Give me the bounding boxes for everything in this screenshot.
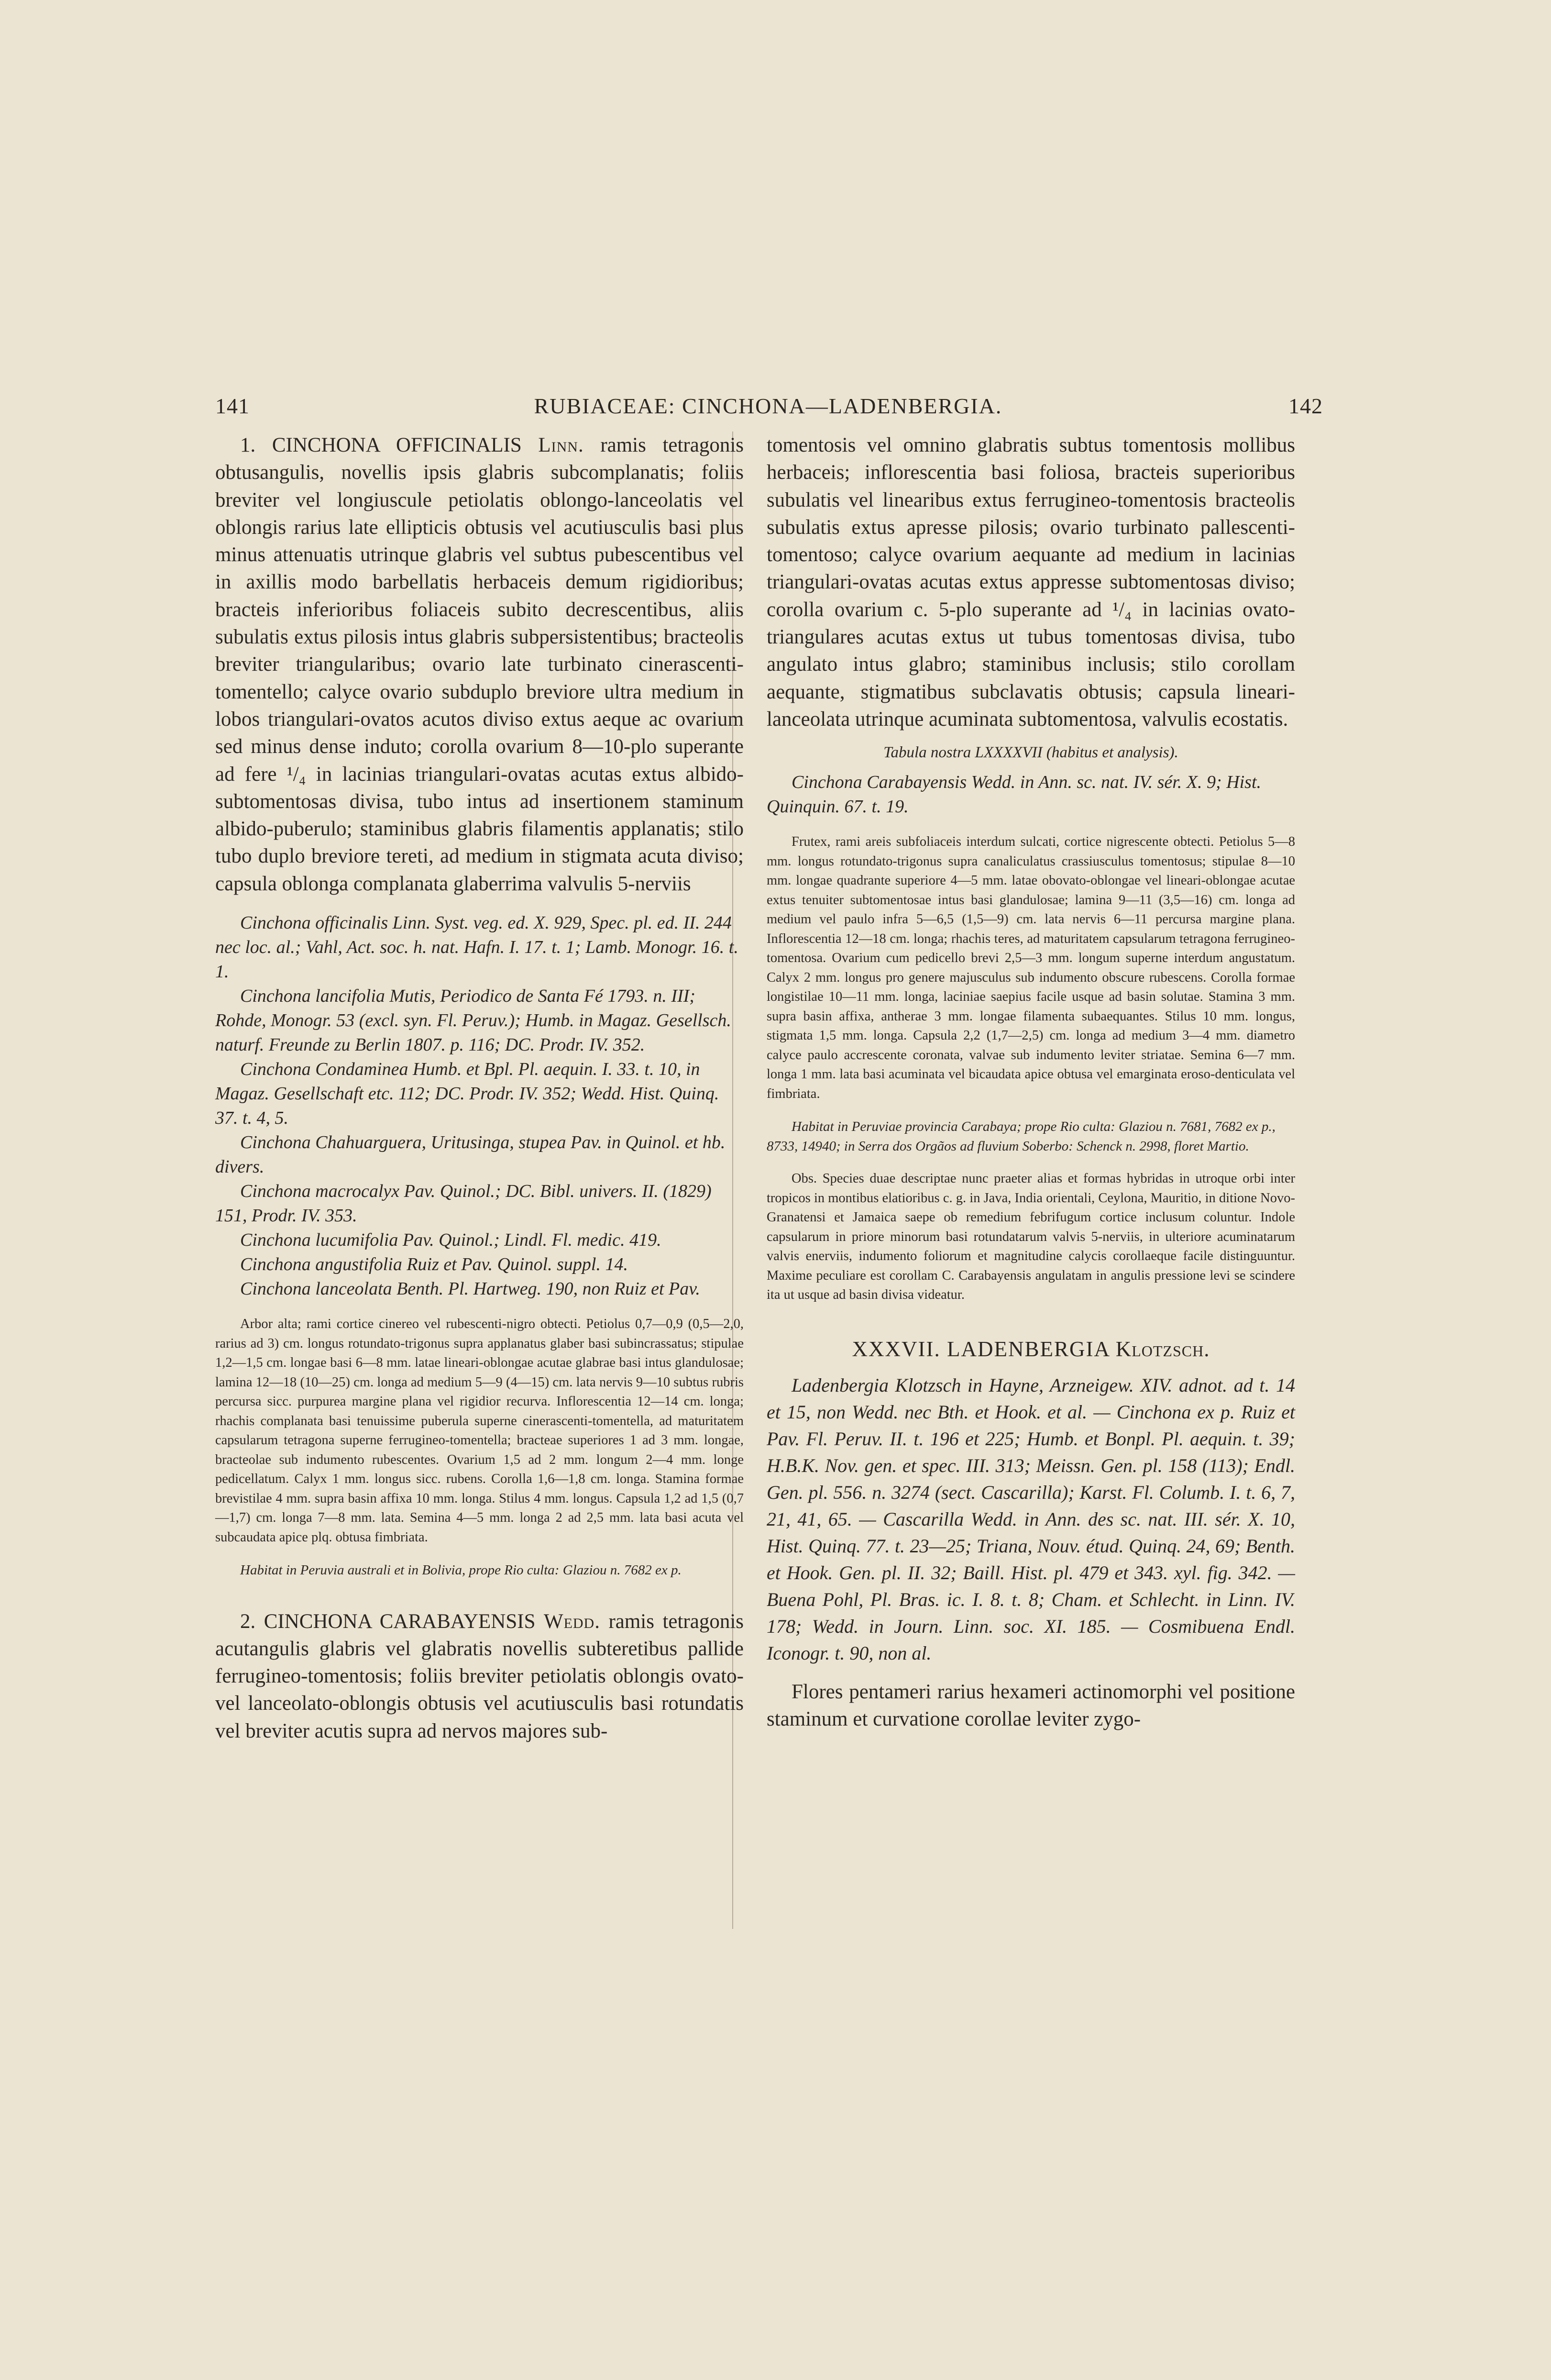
species-2-morphology: Frutex, rami areis subfoliaceis interdum sulcati, cortice nigrescente obtecti. Petiolus 5—8 mm. longus rotundato-trigonus supra canaliculatus crassiusculus tomentosus; stipulae 8—10 mm. longae quadrante superiore 4—5 mm. latae obovato-oblongae vel lineari-oblongae acutae extus tenuiter subtomentosae intus basi glandulosae; lamina 9—11 (3,5—16) cm. longa ad medium vel paulo infra 5—6,5 (1,5—9) cm. lata nervis 6—11 percursa margine plana. Inflorescentia 12—18 cm. longa; rhachis teres, ad maturitatem capsularum tetragona ferrugineo-tomentosa. Ovarium cum pedicello brevi 2,5—3 mm. longum superne interdum angustatum. Calyx 2 mm. longus pro genere majusculus sub indumento obscure rubescens. Corolla formae longistilae 10—11 mm. longa, laciniae saepius facile usque ad basin solutae. Stamina 3 mm. supra basin affixa, antherae 3 mm. longae filamenta subaequantes. Stilus 10 mm. longus, stigmata 1,5 mm. longa. Capsula 2,2 (1,7—2,5) cm. longa ad medium 3—4 mm. diametro calyce paulo accrescente coronata, valvae sub indumento leviter striatae. Semina 6—7 mm. longa 1 mm. lata basi acuminata vel bicaudata apice obtusa vel emarginata eroso-denticulata vel fimbriata.: [767, 834, 1295, 1101]
species-1-synonymy: [215, 911, 744, 1301]
spacer: [767, 733, 1295, 742]
synonym-entry: Cinchona Condaminea Humb. et Bpl. Pl. aequin. I. 33. t. 10, in Magaz. Gesellschaft etc. 112; DC. Prodr. IV. 352; Wedd. Hist. Quinq. 37. t. 4, 5.: [215, 1059, 719, 1129]
genus-title: XXXVII. LADENBERGIA: [852, 1337, 1110, 1361]
spacer: [767, 1156, 1295, 1169]
species-1-author: Linn.: [538, 434, 584, 456]
genus-synonymy: Ladenbergia Klotzsch in Hayne, Arzneigew. XIV. adnot. ad t. 14 et 15, non Wedd. nec Bth. et Hook. et al. — Cinchona ex p. Ruiz et Pav. Fl. Peruv. II. t. 196 et 225; Humb. et Bonpl. Pl. aequin. t. 39; H.B.K. Nov. gen. et spec. III. 313; Meissn. Gen. pl. 158 (113); Endl. Gen. pl. 556. n. 3274 (sect. Cascarilla); Karst. Fl. Columb. I. t. 6, 7, 21, 41, 65. — Cascarilla Wedd. in Ann. des sc. nat. III. sér. X. 10, Hist. Quinq. 77. t. 23—25; Triana, Nouv. étud. Quinq. 24, 69; Benth. et Hook. Gen. pl. II. 32; Baill. Hist. pl. 479 et 343. xyl. fig. 342. — Buena Pohl, Pl. Bras. ic. I. 8. t. 8; Cham. et Schlecht. in Linn. IV. 178; Wedd. in Journ. Linn. soc. XI. 185. — Cosmibuena Endl. Iconogr. t. 90, non al.: [767, 1374, 1295, 1664]
species-1-description: ramis tetragonis obtusangulis, novellis ipsis glabris subcomplanatis; foliis breviter vel longiuscule petiolatis oblongo-lanceolatis vel oblongis rarius late ellipticis obtusis vel acutiusculis basi plus minus attenuatis utrinque glabris vel subtus pubescentibus vel in axillis modo barbellatis herbaceis demum rigidioribus; bracteis inferioribus foliaceis subito decrescentibus, aliis subulatis extus pilosis intus glabris subpersistentibus; bracteolis breviter triangularibus; ovario late turbinato cinerascenti-tomentello; calyce ovario subduplo breviore ultra medium in lobos triangulari-ovatos acutos diviso extus aeque ac ovarium sed minus dense induto; corolla ovarium 8—10-plo superante ad fere ¹/₄ in lacinias triangulari-ovatas acutas extus albido-subtomentosas divisa, tubo intus ad insertionem staminum albido-puberulo; staminibus glabris filamentis applanatis; stilo tubo duplo breviore tereti, ad medium in stigmata acuta diviso; capsula oblonga complanata glaberrima valvulis 5-nerviis: [215, 434, 744, 895]
species-2-diagnosis-start: [215, 1608, 744, 1745]
species-1-habitat: Habitat in Peruvia australi et in Bolivia, prope Rio culta: Glaziou n. 7682 ex p.: [240, 1562, 682, 1578]
species-2-author: Wedd.: [543, 1610, 600, 1633]
spacer: [767, 819, 1295, 832]
species-2-description-start: ramis tetragonis acutangulis glabris vel glabratis novellis subteretibus pallide ferrugineo-tomentosis; foliis breviter petiolatis oblongis ovato-vel lanceolato-oblongis obtusis vel acutiusculis basi rotundatis vel breviter acutis supra ad nervos majores sub-: [215, 1610, 744, 1742]
genus-heading: [767, 1337, 1295, 1362]
synonym-entry: Cinchona lancifolia Mutis, Periodico de Santa Fé 1793. n. III; Rohde, Monogr. 53 (excl. syn. Fl. Peruv.); Humb. in Magaz. Gesellsch. naturf. Freunde zu Berlin 1807. p. 116; DC. Prodr. IV. 352.: [215, 986, 731, 1055]
page-number-left: 141: [215, 394, 250, 418]
synonym-entry: Cinchona lucumifolia Pav. Quinol.; Lindl. Fl. medic. 419.: [240, 1230, 661, 1251]
synonym-entry: Cinchona Chahuarguera, Uritusinga, stupea Pav. in Quinol. et hb. divers.: [215, 1132, 726, 1177]
genus-description-start: Flores pentameri rarius hexameri actinomorphi vel positione staminum et curvatione corollae leviter zygo-: [767, 1680, 1295, 1731]
species-1-morphology: Arbor alta; rami cortice cinereo vel rubescenti-nigro obtecti. Petiolus 0,7—0,9 (0,5—2,0, rarius ad 3) cm. longus rotundato-trigonus supra applanatus glaber basi subincrassatus; stipulae 1,2—1,5 cm. longae basi 6—8 mm. latae lineari-oblongae acutae glabrae basi intus glandulosae; lamina 12—18 (10—25) cm. longa ad medium 5—9 (4—15) cm. lata nervis 9—10 subtus rubris percursa sicc. purpurea margine plana vel rigidior recurva. Inflorescentia 12—14 cm. longa; rhachis complanata basi tenuissime puberula superne cinerascenti-tomentella, ad maturitatem capsularum tetragona superne ferrugineo-tomentella; bracteae superiores 1 ad 3 mm. longae, bracteolae sub indumento rubescentes. Ovarium 1,5 ad 2 mm. longum 2—4 mm. longe pedicellatum. Calyx 1 mm. longus sicc. rubens. Corolla 1,6—1,8 cm. longa. Stamina formae brevistilae 4 mm. supra basin affixa 10 mm. longa. Stilus 4 mm. longus. Capsula 1,2 ad 1,5 (0,7—1,7) cm. longa 7—8 mm. lata. Semina 4—5 mm. longa 2 ad 2,5 mm. lata basi acuta vel subcaudata apice plq. obtusa fimbriata.: [215, 1317, 744, 1545]
spacer: [215, 1547, 744, 1561]
spacer: [767, 1305, 1295, 1337]
running-title: RUBIACEAE: CINCHONA—LADENBERGIA.: [534, 394, 1002, 418]
species-1-heading: 1. CINCHONA OFFICINALIS: [240, 434, 522, 456]
spacer: [767, 1362, 1295, 1372]
spacer: [215, 1580, 744, 1608]
synonym-entry: Cinchona officinalis Linn. Syst. veg. ed. X. 929, Spec. pl. ed. II. 244 nec loc. al.; Vahl, Act. soc. h. nat. Hafn. I. 17. t. 1; Lamb. Monogr. 16. t. 1.: [215, 913, 738, 982]
spacer: [215, 1301, 744, 1315]
running-header: [209, 393, 1328, 420]
synonym-entry: Cinchona macrocalyx Pav. Quinol.; DC. Bibl. univers. II. (1829) 151, Prodr. IV. 353.: [215, 1181, 712, 1226]
plate-reference: Tabula nostra LXXXXVII (habitus et analysis).: [883, 744, 1178, 762]
spacer: [767, 764, 1295, 770]
left-column: [215, 432, 744, 1745]
observation-note: Obs. Species duae descriptae nunc praeter alias et formas hybridas in utroque orbi inter tropicos in montibus elatioribus c. g. in Java, India orientali, Ceylona, Mauritio, in ditione Novo-Granatensi et Jamaica saepe ob remedium febrifugum cortice inclusum coluntur. Indole capsularum in priore minorum basi rotundatarum valvis 5-nerviis, in ulteriore acuminatarum valvis enerviis, indumento foliorum et magnitudine calycis corollaeque facile distinguuntur. Maxime peculiare est corollam C. Carabayensis angulatam in angulis pressione levi se scindere ita ut usque ad basin divisa videatur.: [767, 1171, 1295, 1303]
species-2-synonymy: [767, 770, 1295, 819]
spacer: [767, 1104, 1295, 1117]
synonym-entry: Cinchona Carabayensis Wedd. in Ann. sc. nat. IV. sér. X. 9; Hist. Quinquin. 67. t. 19.: [767, 772, 1262, 817]
species-2-habitat: Habitat in Peruviae provincia Carabaya; prope Rio culta: Glaziou n. 7681, 7682 ex p., 8733, 14940; in Serra dos Orgãos ad fluvium Soberbo: Schenck n. 2998, floret Martio.: [767, 1119, 1276, 1154]
spacer: [215, 897, 744, 911]
page-number-right: 142: [1288, 394, 1323, 418]
synonym-entry: Cinchona angustifolia Ruiz et Pav. Quinol. suppl. 14.: [240, 1254, 628, 1275]
right-column: [767, 432, 1295, 1733]
spacer: [767, 1667, 1295, 1678]
synonym-entry: Cinchona lanceolata Benth. Pl. Hartweg. 190, non Ruiz et Pav.: [240, 1279, 700, 1299]
species-2-description-continued: tomentosis vel omnino glabratis subtus tomentosis mollibus herbaceis; inflorescentia basi foliosa, bracteis superioribus subulatis vel linearibus extus ferrugineo-tomentosis bracteolis subulatis extus apresse pilosis; ovario turbinato pallescenti-tomentoso; calyce ovarium aequante ad medium in lacinias triangulari-ovatas acutas extus appresse subtomentosas diviso; corolla ovarium c. 5-plo superante ad ¹/₄ in lacinias ovato-triangulares acutas extus ut tubus tomentosas divisa, tubo angulato intus glabro; staminibus inclusis; stilo corollam aequante, stigmatibus subclavatis obtusis; capsula lineari-lanceolata utrinque acuminata subtomentosa, valvulis ecostatis.: [767, 434, 1295, 731]
species-2-heading: 2. CINCHONA CARABAYENSIS: [240, 1610, 536, 1633]
genus-author: Klotzsch.: [1115, 1337, 1210, 1361]
species-1-diagnosis: [215, 432, 744, 897]
